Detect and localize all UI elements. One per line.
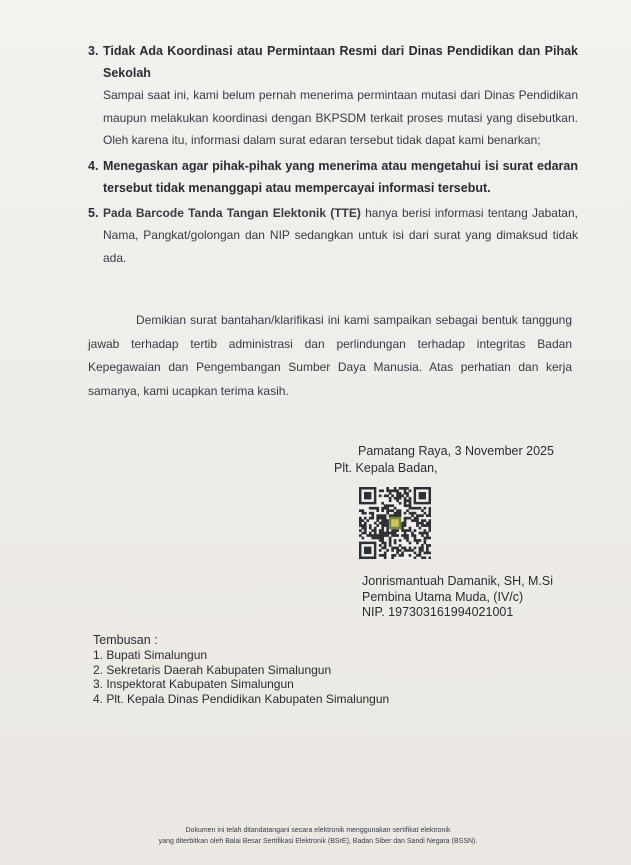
signer-role: Plt. Kepala Badan, bbox=[334, 461, 438, 475]
tembusan-title: Tembusan : bbox=[93, 633, 158, 647]
item-body-text: hanya berisi informasi tentang Jabatan, Nama, Pangkat/golongan dan NIP sedangkan untuk isi dari surat yang dimaksud tidak ada. bbox=[103, 205, 578, 265]
item-title: Menegaskan agar pihak-pihak yang menerima atau mengetahui isi surat edaran tersebut tidak menanggapi atau mempercayai informasi tersebut. bbox=[103, 158, 578, 195]
item-number: 4. bbox=[88, 158, 99, 173]
list-item: 3. Inspektorat Kabupaten Simalungun bbox=[93, 677, 294, 692]
list-item bbox=[88, 202, 578, 270]
item-number: 5. bbox=[88, 205, 99, 220]
list-item bbox=[88, 40, 578, 152]
list-item: 1. Bupati Simalungun bbox=[93, 648, 208, 662]
tte-qr-code bbox=[359, 487, 431, 559]
list-item: 4. Plt. Kepala Dinas Pendidikan Kabupaten Simalungun bbox=[93, 692, 390, 707]
signer-rank: Pembina Utama Muda, (IV/c) bbox=[362, 589, 524, 604]
clarification-list bbox=[88, 40, 578, 272]
signer-name: Jonrismantuah Damanik, SH, M.Si bbox=[362, 574, 554, 588]
item-body bbox=[103, 202, 578, 270]
item-body: Sampai saat ini, kami belum pernah menerima permintaan mutasi dari Dinas Pendidikan maupun melakukan koordinasi dengan BKPSDM terkait proses mutasi yang disebutkan. Oleh karena itu, informasi dalam surat edaran tersebut tidak dapat kami benarkan; bbox=[103, 88, 578, 147]
e-signature-footer bbox=[118, 825, 518, 847]
signer-nip: NIP. 197303161994021001 bbox=[362, 605, 514, 619]
footer-line: yang diterbitkan oleh Balai Besar Sertifikasi Elektronik (BSrE), Badan Siber dan Sandi Negara (BSSN). bbox=[158, 838, 478, 845]
closing-paragraph: Demikian surat bantahan/klarifikasi ini kami sampaikan sebagai bentuk tanggung jawab terhadap tertib administrasi dan perlindungan terhadap integritas Badan Kepegawaian dan Pengembangan Sumber Daya Manusia. Atas perhatian dan kerja samanya, kami ucapkan terima kasih. bbox=[88, 313, 572, 398]
place-date: Pamatang Raya, 3 November 2025 bbox=[358, 444, 554, 458]
signer-block bbox=[362, 574, 553, 621]
list-item bbox=[88, 155, 578, 199]
item-title: Pada Barcode Tanda Tangan Elektonik (TTE) bbox=[103, 205, 361, 220]
footer-line: Dokumen ini telah ditandatangani secara elektronik menggunakan sertifikat elektronik bbox=[185, 827, 451, 834]
list-item: 2. Sekretaris Daerah Kabupaten Simalungun bbox=[93, 662, 332, 677]
tembusan-list bbox=[93, 648, 389, 707]
item-title: Tidak Ada Koordinasi atau Permintaan Resmi dari Dinas Pendidikan dan Pihak Sekolah bbox=[103, 44, 578, 80]
item-number: 3. bbox=[88, 44, 99, 58]
